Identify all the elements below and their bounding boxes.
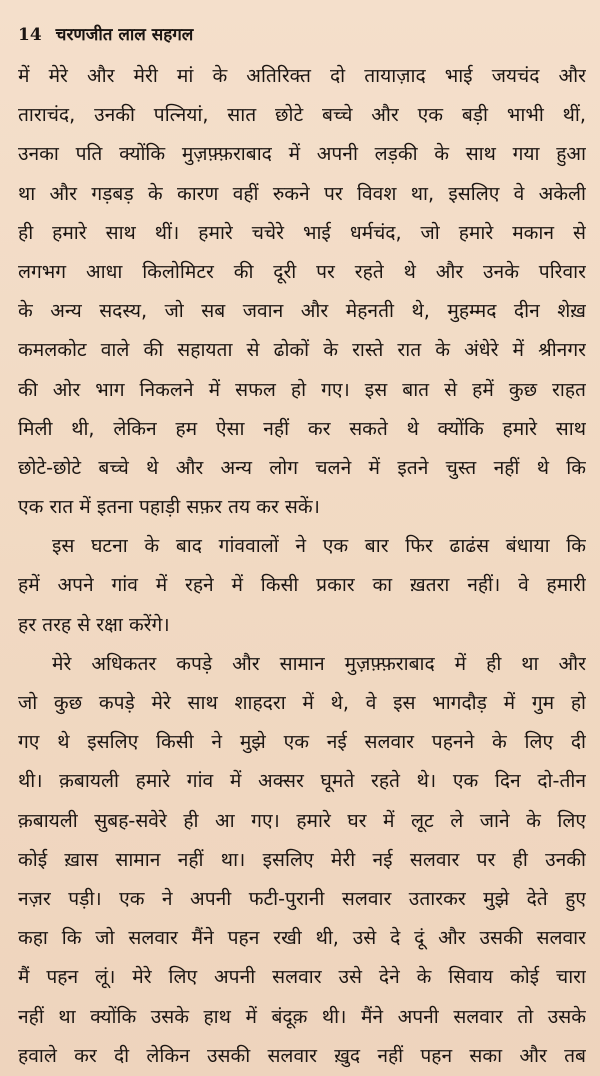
author-name: चरणजीत लाल सहगल	[55, 25, 194, 45]
text-line: जो कुछ कपड़े मेरे साथ शाहदरा में थे, वे इस भागदौड़ में गुम हो	[18, 691, 586, 714]
text-line: ताराचंद, उनकी पत्नियां, सात छोटे बच्चे और एक बड़ी भाभी थीं,	[18, 103, 586, 127]
text-line: क़बायली सुबह-सवेरे ही आ गए। हमारे घर में लूट ले जाने के लिए	[18, 808, 586, 832]
text-line: इस घटना के बाद गांववालों ने एक बार फिर ढाढंस बंधाया कि	[52, 534, 586, 558]
text-line: मिली थी, लेकिन हम ऐसा नहीं कर सकते थे क्योंकि हमारे साथ	[18, 416, 586, 440]
running-header	[18, 22, 586, 56]
text-line: एक रात में इतना पहाड़ी सफ़र तय कर सकें।	[18, 495, 320, 519]
text-line: ही हमारे साथ थीं। हमारे चचेरे भाई धर्मचंद, जो हमारे मकान से	[18, 220, 586, 244]
body-text	[18, 56, 586, 1075]
text-line: छोटे-छोटे बच्चे थे और अन्य लोग चलने में इतने चुस्त नहीं थे कि	[18, 455, 586, 479]
text-line: हर तरह से रक्षा करेंगे।	[18, 612, 170, 636]
text-line: की ओर भाग निकलने में सफल हो गए। इस बात से हमें कुछ राहत	[18, 377, 586, 401]
text-line: कोई ख़ास सामान नहीं था। इसलिए मेरी नई सलवार पर ही उनकी	[18, 847, 586, 871]
text-line: मेरे अधिकतर कपड़े और सामान मुज़फ़्फ़राबाद में ही था और	[52, 651, 586, 675]
text-line: नज़र पड़ी। एक ने अपनी फटी-पुरानी सलवार उतारकर मुझे देते हुए	[18, 886, 586, 910]
text-line: हवाले कर दी लेकिन उसकी सलवार ख़ुद नहीं पहन सका और तब	[18, 1043, 586, 1067]
text-line: थी। क़बायली हमारे गांव में अक्सर घूमते रहते थे। एक दिन दो-तीन	[18, 769, 586, 793]
text-line: कहा कि जो सलवार मैंने पहन रखी थी, उसे दे दूं और उसकी सलवार	[18, 926, 586, 950]
text-line: में मेरे और मेरी मां के अतिरिक्त दो तायाज़ाद भाई जयचंद और	[18, 64, 586, 87]
text-line: के अन्य सदस्य, जो सब जवान और मेहनती थे, मुहम्मद दीन शेख़	[18, 299, 586, 323]
text-line: कमलकोट वाले की सहायता से ढोकों के रास्ते रात के अंधेरे में श्रीनगर	[18, 338, 586, 362]
page-number: 14	[18, 25, 42, 45]
text-line: उनका पति क्योंकि मुज़फ़्फ़राबाद में अपनी लड़की के साथ गया हुआ	[18, 142, 586, 166]
text-line: लगभग आधा किलोमिटर की दूरी पर रहते थे और उनके परिवार	[18, 259, 586, 283]
text-line: गए थे इसलिए किसी ने मुझे एक नई सलवार पहनने के लिए दी	[18, 730, 586, 754]
text-line: था और गड़बड़ के कारण वहीं रुकने पर विवश था, इसलिए वे अकेली	[18, 181, 586, 205]
text-line: हमें अपने गांव में रहने में किसी प्रकार का ख़तरा नहीं। वे हमारी	[18, 573, 586, 597]
text-line: मैं पहन लूं। मेरे लिए अपनी सलवार उसे देने के सिवाय कोई चारा	[18, 965, 586, 989]
text-line: नहीं था क्योंकि उसके हाथ में बंदूक़ थी। मैंने अपनी सलवार तो उसके	[18, 1004, 586, 1028]
